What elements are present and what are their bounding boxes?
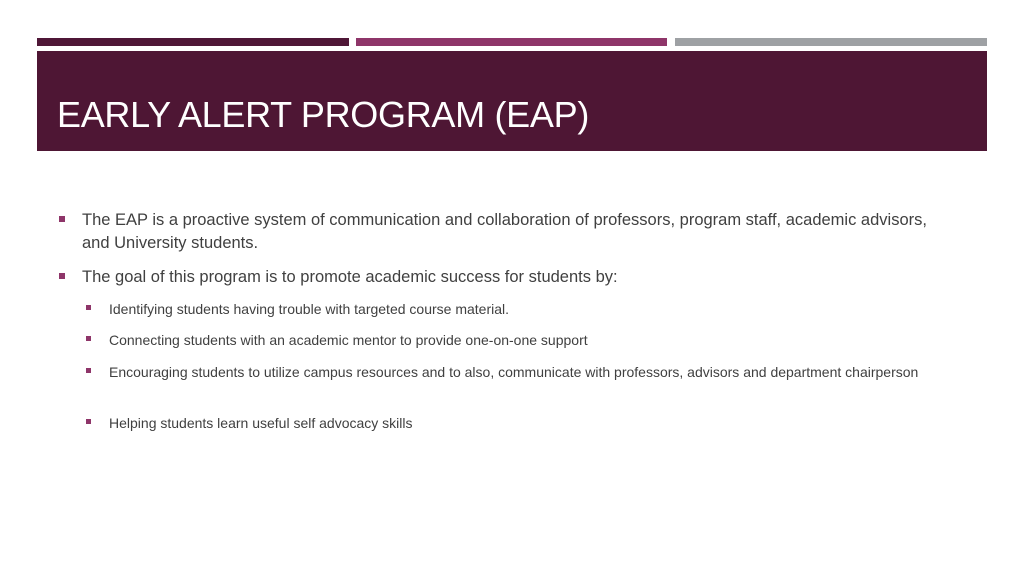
square-bullet-icon [59, 273, 65, 279]
sub-bullet-item [84, 299, 944, 321]
bullet-text: The goal of this program is to promote academic success for students by: [82, 268, 618, 286]
bullet-item [57, 209, 937, 259]
sub-bullet-text: Identifying students having trouble with targeted course material. [109, 301, 510, 317]
sub-bullet-item [84, 362, 944, 404]
sub-bullet-item [84, 413, 944, 435]
square-bullet-icon [86, 419, 91, 424]
sub-bullet-text: Encouraging students to utilize campus resources and to also, communicate with professors, advisors and department chairperson [109, 364, 919, 380]
square-bullet-icon [86, 336, 91, 341]
sub-bullet-text: Helping students learn useful self advocacy skills [109, 415, 413, 431]
square-bullet-icon [59, 216, 65, 222]
slide-title: EARLY ALERT PROGRAM (EAP) [57, 94, 590, 135]
bullet-item [57, 266, 937, 291]
square-bullet-icon [86, 305, 91, 310]
square-bullet-icon [86, 368, 91, 373]
bullet-text: The EAP is a proactive system of communication and collaboration of professors, program staff, academic advisors, and University students. [82, 211, 927, 252]
sub-bullet-text: Connecting students with an academic mentor to provide one-on-one support [109, 332, 588, 348]
sub-bullet-item [84, 330, 944, 352]
